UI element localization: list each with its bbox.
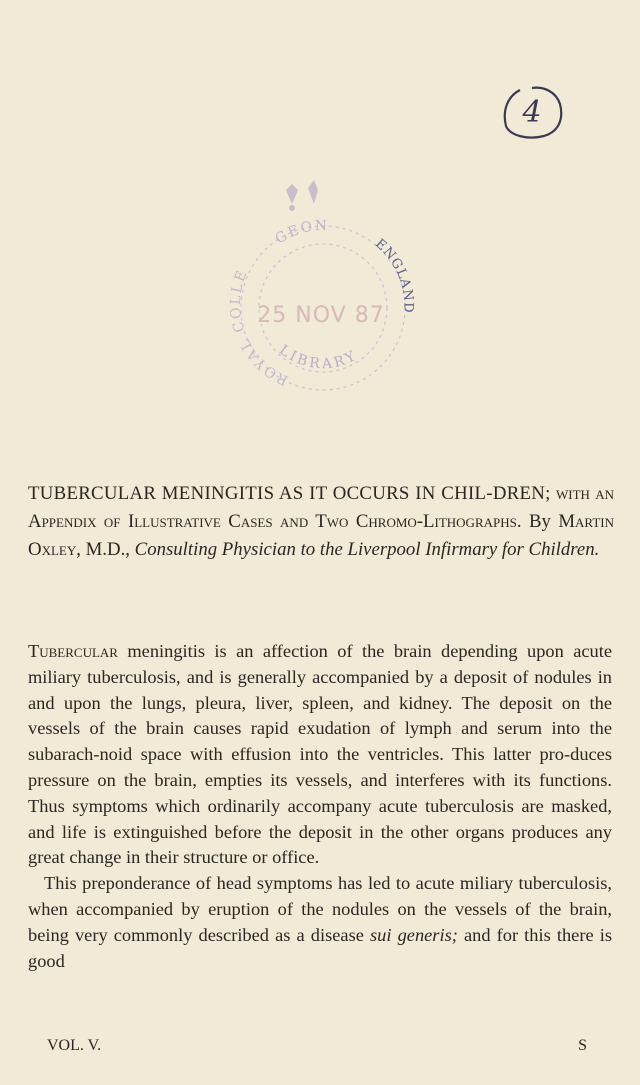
stamp-arc-left: ROYAL COLLE (227, 266, 291, 389)
handwritten-number: 4 (522, 95, 542, 130)
stamp-arc-top: GEON (272, 217, 330, 248)
stamp-arc-bottom: LIBRARY (276, 341, 361, 373)
library-stamp (188, 170, 458, 440)
paragraph-2 (28, 871, 612, 974)
svg-text:LIBRARY (276, 342, 361, 372)
author-affiliation: Consulting Physician to the Liverpool Infirmary for Children. (134, 539, 600, 560)
page-footer (47, 1037, 587, 1059)
handwritten-mark (498, 82, 568, 144)
signature-mark: S (578, 1037, 587, 1054)
stamp-date: 25 NOV 87 (257, 303, 385, 328)
paragraph-1 (28, 639, 612, 871)
svg-text:GEON (273, 218, 330, 248)
latin-phrase: sui generis; (370, 924, 458, 945)
author-name: Martin Oxley, M.D., (28, 511, 614, 560)
article-heading (28, 480, 614, 564)
paragraph-2-text-b: and for this there is good (28, 924, 612, 971)
paragraph-2-text-a: This preponderance of head symptoms has led to acute miliary tuberculosis, when accompanied by eruption of the nodules on the vessels of the brain, being very commonly described as a disease (28, 873, 612, 945)
volume-label: VOL. V. (47, 1037, 102, 1054)
by-word: By (528, 511, 551, 532)
article-title: TUBERCULAR MENINGITIS AS IT OCCURS IN CHIL-DREN; (28, 483, 551, 504)
paragraph-1-text: meningitis is an affection of the brain depending upon acute miliary tuberculosis, and is generally accompanied by a deposit of nodules in and upon the lungs, pleura, liver, spleen, and kidney. The deposit on the vessels of the brain causes rapid exudation of lymph and serum into the subarach-noid space with effusion into the ventricles. This latter pro-duces pressure on the brain, empties its vessels, and interferes with its functions. Thus symptoms which ordinarily accompany acute tuberculosis are masked, and life is extinguished before the deposit in the other organs produces any great change in their structure or office. (28, 641, 612, 868)
stamp-arc-right: ENGLAND (372, 236, 416, 314)
lead-word: Tubercular (28, 641, 118, 661)
article-subtitle: with an Appendix of Illustrative Cases and Two Chromo-Lithographs. (28, 483, 614, 532)
article-body (28, 639, 612, 974)
